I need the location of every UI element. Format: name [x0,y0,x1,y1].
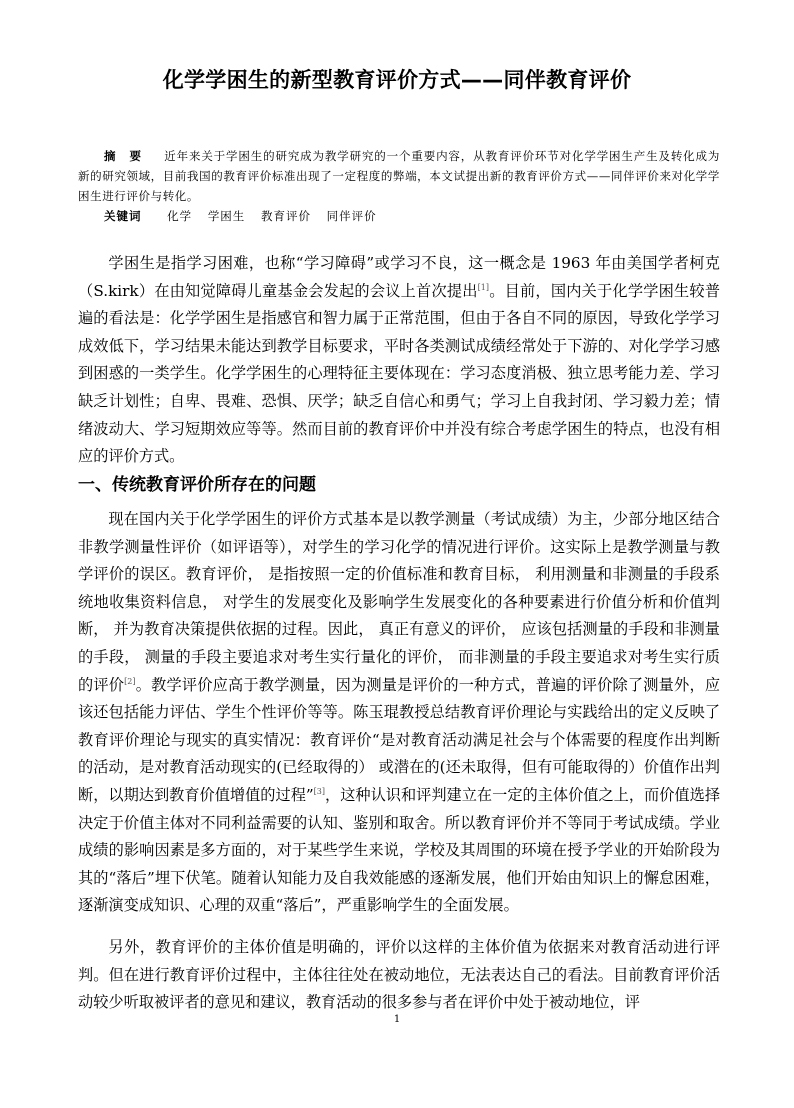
paragraph-section1-cont [78,934,720,1017]
paragraph-text: 学困生是指学习困难，也称“学习障碍”或学习不良，这一概念是 1963 年由美国学者柯克（S.kirk）在由知觉障碍儿童基金会发起的会议上首次提出 [78,254,720,300]
section-heading: 一、传统教育评价所存在的问题 [78,475,316,495]
citation-ref: [1] [477,282,489,292]
abstract-text: 近年来关于学困生的研究成为教学研究的一个重要内容，从教育评价环节对化学学困生产生及转化成为新的研究领域，目前我国的教育评价标准出现了一定程度的弊端，本文试提出新的教育评价方式——同伴评价来对化学学困生进行评价与转化。 [78,149,720,203]
paragraph-text: 。目前，国内关于化学学困生较普遍的看法是：化学学困生是指感官和智力属于正常范围，但由于各自不同的原因，导致化学学习成效低下，学习结果未能达到教学目标要求，平时各类测试成绩经常处于下游的、对化学学习感到困惑的一类学生。化学学困生的心理特征主要体现在：学习态度消极、独立思考能力差、学习缺乏计划性；自卑、畏难、恐惧、厌学；缺乏自信心和勇气；学习上自我封闭、学习毅力差；情绪波动大、学习短期效应等等。然而目前的教育评价中并没有综合考虑学困生的特点，也没有相应的评价方式。 [78,281,721,466]
paragraph-text: ，这种认识和评判建立在一定的主体价值之上，而价值选择决定于价值主体对不同利益需要的认知、鉴别和取舍。所以教育评价并不等同于考试成绩。学业成绩的影响因素是多方面的，对于某些学生来说，学校及其周围的环境在授予学业的开始阶段为其的“落后”埋下伏笔。随着认知能力及自我效能感的逐渐发展，他们开始由知识上的懈怠困难，逐渐演变成知识、心理的双重“落后”，严重影响学生的全面发展。 [78,785,721,915]
abstract [78,146,720,206]
paragraph-text: 。教学评价应高于教学测量，因为测量是评价的一种方式，普遍的评价除了测量外，应该还包括能力评估、学生个性评价等等。陈玉琨教授总结教育评价理论与实践给出的定义反映了教育评价理论与现实的真实情况：教育评价“是对教育活动满足社会与个体需要的程度作出判断的活动，是对教育活动现实的(已经取得的） 或潜在的(还未取得，但有可能取得的）价值作出判断，以期达到教育价值增值的过程” [78,675,721,804]
keywords [104,206,724,226]
keyword: 学困生 [207,209,246,223]
paragraph-section1 [78,506,720,920]
keyword: 化学 [167,209,193,223]
paper-title: 化学学困生的新型教育评价方式——同伴教育评价 [162,68,632,92]
page-number: 1 [393,1014,401,1025]
abstract-label: 摘 要 [104,149,143,163]
citation-ref: [2] [124,676,136,686]
paragraph-text: 现在国内关于化学学困生的评价方式基本是以教学测量（考试成绩）为主，少部分地区结合非教学测量性评价（如评语等），对学生的学习化学的情况进行评价。这实际上是教学测量与教学评价的误区。教育评价， 是指按照一定的价值标准和教育目标， 利用测量和非测量的手段系统地收集资料信息， 对学生的发展变化及影响学生发展变化的各种要素进行价值分析和价值判断， 并为教育决策提供依据的过程。因此， 真正有意义的评价， 应该包括测量的手段和非测量的手段， 测量的手段主要追求对考生实行量化的评价， 而非测量的手段主要追求对考生实行质的评价 [78,510,720,694]
paragraph-intro [78,250,720,471]
citation-ref: [3] [313,786,325,796]
keyword: 同伴评价 [326,209,377,223]
paragraph-text: 另外，教育评价的主体价值是明确的，评价以这样的主体价值为依据来对教育活动进行评判。但在进行教育评价过程中，主体往往处在被动地位，无法表达自己的看法。目前教育评价活动较少听取被评者的意见和建议，教育活动的很多参与者在评价中处于被动地位，评 [78,938,720,1012]
keywords-label: 关键词 [104,209,142,223]
keyword: 教育评价 [260,209,311,223]
